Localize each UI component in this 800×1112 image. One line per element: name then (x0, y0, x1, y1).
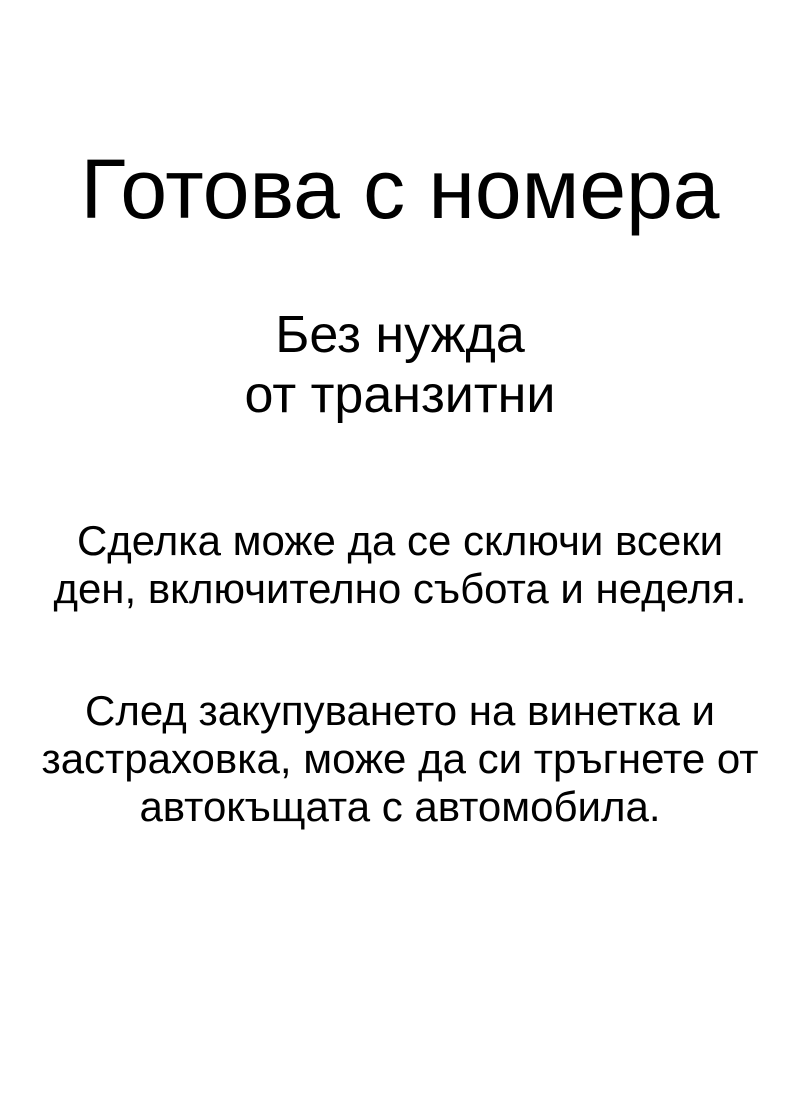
paragraph-line: ден, включително събота и неделя. (53, 564, 747, 612)
paragraph-line: Сделка може да се сключи всеки (76, 516, 724, 564)
subtitle-line: от транзитни (244, 365, 556, 424)
page-title: Готова с номера (80, 142, 720, 236)
paragraph (0, 517, 800, 613)
paragraph-line: След закупуването на винетка и (85, 686, 715, 734)
paragraph (0, 687, 800, 831)
subtitle (0, 305, 800, 425)
paragraph-line: автокъщата с автомобила. (139, 782, 661, 830)
subtitle-line: Без нужда (275, 305, 525, 364)
paragraph-line: застраховка, може да си тръгнете от (41, 734, 759, 782)
